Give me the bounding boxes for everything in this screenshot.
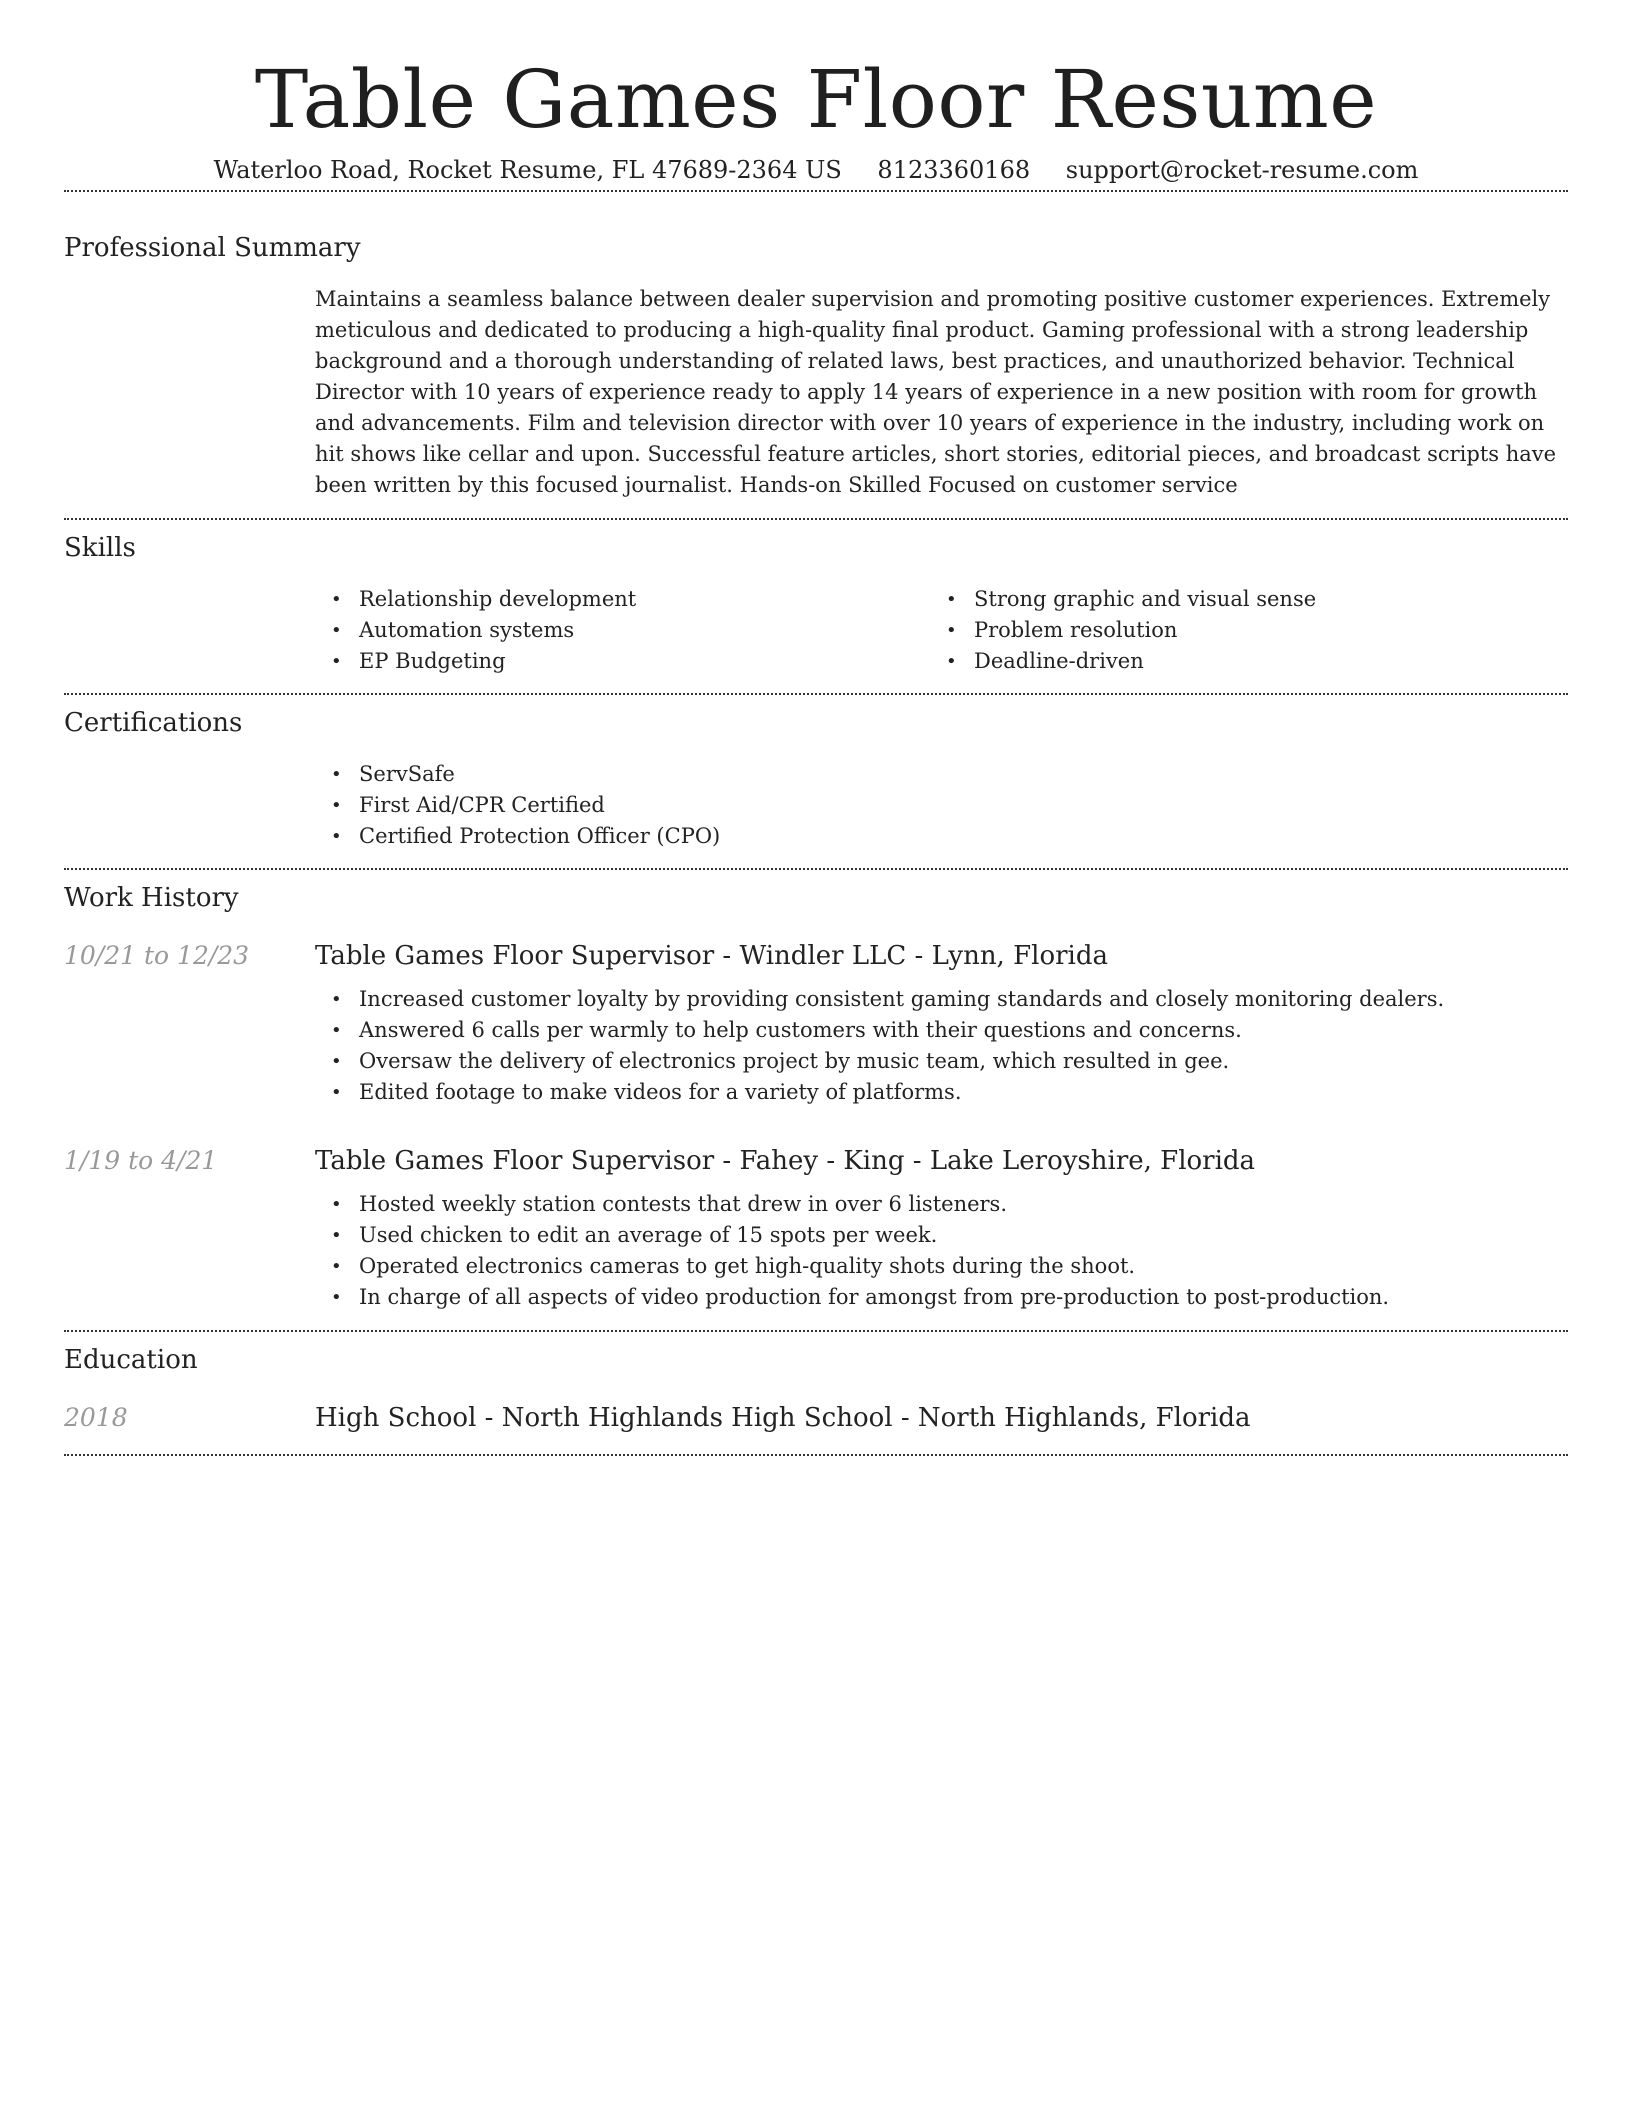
certifications-list <box>315 759 1568 852</box>
job-dates: 10/21 to 12/23 <box>64 941 250 970</box>
skills-list-left <box>315 584 930 677</box>
skills-grid <box>315 584 1565 677</box>
list-item: • Relationship development <box>315 584 930 615</box>
list-item: • EP Budgeting <box>315 646 930 677</box>
section-certifications <box>64 695 1568 852</box>
list-item: • Answered 6 calls per warmly to help customers with their questions and concerns. <box>315 1015 1568 1046</box>
contact-address: Waterloo Road, Rocket Resume, FL 47689-2364 US <box>213 156 842 184</box>
section-title-summary: Professional Summary <box>64 233 361 263</box>
list-item: • Deadline-driven <box>930 646 1545 677</box>
list-item: • Edited footage to make videos for a variety of platforms. <box>315 1077 1568 1108</box>
section-title-education: Education <box>64 1345 198 1375</box>
list-item: • Automation systems <box>315 615 930 646</box>
list-item: • Hosted weekly station contests that drew in over 6 listeners. <box>315 1189 1568 1220</box>
skills-list-right <box>930 584 1545 677</box>
education-body <box>315 1400 1568 1436</box>
education-entry <box>64 1400 1568 1436</box>
resume-title: Table Games Floor Resume <box>254 53 1378 146</box>
job-title: Table Games Floor Supervisor - Windler LLC - Lynn, Florida <box>315 941 1108 971</box>
job-body <box>315 938 1568 1108</box>
contact-phone: 8123360168 <box>877 156 1031 184</box>
list-item: • Oversaw the delivery of electronics project by music team, which resulted in gee. <box>315 1046 1568 1077</box>
divider <box>64 1454 1568 1456</box>
contact-line <box>64 150 1568 190</box>
list-item: • Problem resolution <box>930 615 1545 646</box>
list-item: • First Aid/CPR Certified <box>315 790 1568 821</box>
section-title-certifications: Certifications <box>64 708 243 738</box>
job-entry <box>64 1143 1568 1313</box>
section-professional-summary <box>64 192 1568 501</box>
list-item: • Operated electronics cameras to get high-quality shots during the shoot. <box>315 1251 1568 1282</box>
section-title-work: Work History <box>64 883 239 913</box>
contact-email: support@rocket-resume.com <box>1065 156 1419 184</box>
education-date: 2018 <box>64 1403 128 1432</box>
section-skills <box>64 520 1568 677</box>
job-bullets <box>315 1189 1568 1313</box>
job-body <box>315 1143 1568 1313</box>
section-education <box>64 1332 1568 1436</box>
job-title: Table Games Floor Supervisor - Fahey - King - Lake Leroyshire, Florida <box>315 1146 1256 1176</box>
list-item: • In charge of all aspects of video production for amongst from pre-production to post-production. <box>315 1282 1568 1313</box>
section-title-skills: Skills <box>64 533 136 563</box>
job-dates: 1/19 to 4/21 <box>64 1146 218 1175</box>
job-entry <box>64 938 1568 1108</box>
list-item: • Strong graphic and visual sense <box>930 584 1545 615</box>
list-item: • Certified Protection Officer (CPO) <box>315 821 1568 852</box>
resume-page <box>64 0 1568 1456</box>
education-title: High School - North Highlands High School - North Highlands, Florida <box>315 1403 1251 1433</box>
list-item: • Increased customer loyalty by providing consistent gaming standards and closely monitoring dealers. <box>315 984 1568 1015</box>
list-item: • Used chicken to edit an average of 15 spots per week. <box>315 1220 1568 1251</box>
summary-text: Maintains a seamless balance between dealer supervision and promoting positive customer experiences. Extremely meticulous and dedicated to producing a high-quality final product. Gaming professional with a strong leadership background and a thorough understanding of related laws, best practices, and unauthorized behavior. Technical Director with 10 years of experience ready to apply 14 years of experience in a new position with room for growth and advancements. Film and television director with over 10 years of experience in the industry, including work on hit shows like cellar and upon. Successful feature articles, short stories, editorial pieces, and broadcast scripts have been written by this focused journalist. Hands-on Skilled Focused on customer service <box>315 287 1557 497</box>
list-item: • ServSafe <box>315 759 1568 790</box>
section-work-history <box>64 870 1568 1313</box>
job-bullets <box>315 984 1568 1108</box>
